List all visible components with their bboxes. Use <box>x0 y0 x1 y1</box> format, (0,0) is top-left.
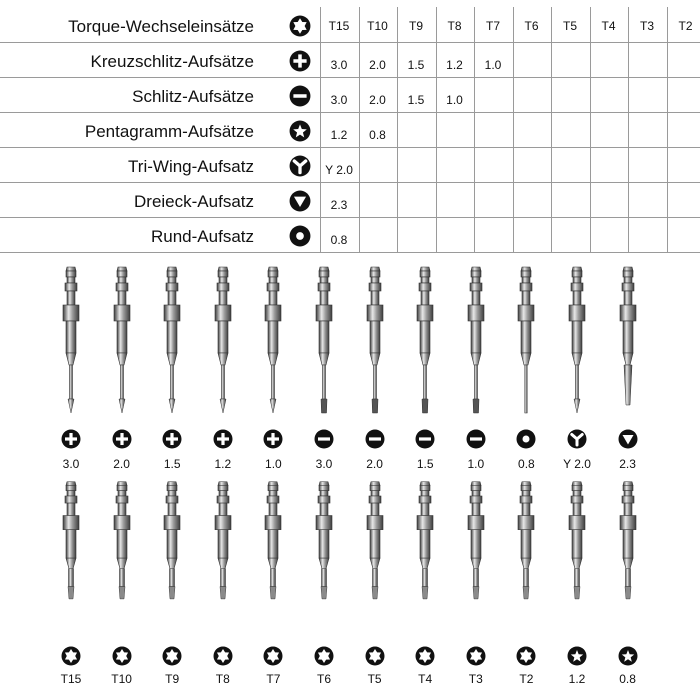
phillips-cross-icon <box>289 50 311 72</box>
table-cell: 2.0 <box>369 58 386 72</box>
bit-size-label: T2 <box>519 672 534 686</box>
table-cell: 1.5 <box>407 58 425 72</box>
column-header: T4 <box>601 19 616 33</box>
row-label: Dreieck-Aufsatz <box>134 192 254 211</box>
screwdriver-bit <box>565 480 589 622</box>
screwdriver-bit <box>211 480 235 622</box>
bit-size-label: T9 <box>165 672 180 686</box>
screwdriver-bit <box>464 265 488 425</box>
torx-star-icon <box>365 646 385 666</box>
table-cell: 1.0 <box>484 58 502 72</box>
column-header: T5 <box>562 19 577 33</box>
slotted-icon <box>466 429 486 449</box>
torx-star-icon <box>61 646 81 666</box>
phillips-cross-icon <box>61 429 81 449</box>
screwdriver-bit <box>565 265 589 425</box>
phillips-cross-icon <box>162 429 182 449</box>
torx-star-icon <box>162 646 182 666</box>
screwdriver-bit <box>312 265 336 425</box>
bit-size-label: 3.0 <box>315 457 333 471</box>
bit-size-label: T4 <box>418 672 433 686</box>
torx-star-icon <box>415 646 435 666</box>
screwdriver-bit <box>160 480 184 622</box>
column-header: T6 <box>524 19 539 33</box>
table-cell: 3.0 <box>330 58 348 72</box>
row-label: Torque-Wechseleinsätze <box>68 17 254 36</box>
screwdriver-bit <box>413 265 437 425</box>
bit-size-label: T10 <box>111 672 132 686</box>
screwdriver-bit <box>514 480 538 622</box>
triangle-icon <box>618 429 638 449</box>
table-cell: 0.8 <box>330 233 348 247</box>
round-icon <box>516 429 536 449</box>
bit-size-label: 0.8 <box>518 457 535 471</box>
screwdriver-bit <box>261 265 285 425</box>
screwdriver-bit <box>616 265 640 425</box>
column-header: T10 <box>367 19 388 33</box>
column-header: T15 <box>328 19 350 33</box>
column-header: T8 <box>447 19 462 33</box>
screwdriver-bit <box>59 480 83 622</box>
screwdriver-bit <box>616 480 640 622</box>
bit-size-label: T15 <box>60 672 82 686</box>
bit-size-label: 1.5 <box>163 457 181 471</box>
screwdriver-bit <box>59 265 83 425</box>
slotted-icon <box>314 429 334 449</box>
torx-star-icon <box>466 646 486 666</box>
torx-star-icon <box>289 15 311 37</box>
triangle-icon <box>289 190 311 212</box>
table-cell: 3.0 <box>330 93 348 107</box>
bit-size-label: T8 <box>215 672 230 686</box>
bit-size-label: T6 <box>316 672 331 686</box>
bit-size-label: 3.0 <box>62 457 80 471</box>
phillips-cross-icon <box>112 429 132 449</box>
screwdriver-bit <box>110 265 134 425</box>
screwdriver-bit <box>110 480 134 622</box>
table-cell: Y 2.0 <box>325 163 353 177</box>
screwdriver-bit <box>514 265 538 425</box>
screwdriver-bit <box>261 480 285 622</box>
spec-table <box>0 7 693 252</box>
row-label: Kreuzschlitz-Aufsätze <box>90 52 254 71</box>
tri-wing-icon <box>289 155 311 177</box>
pentalobe-star-icon <box>618 646 638 666</box>
bit-size-label: 1.2 <box>568 672 586 686</box>
phillips-cross-icon <box>213 429 233 449</box>
row-label: Pentagramm-Aufsätze <box>84 122 254 141</box>
pentalobe-star-icon <box>567 646 587 666</box>
screwdriver-bit <box>464 480 488 622</box>
bit-size-label: 2.0 <box>366 457 383 471</box>
torx-star-icon <box>112 646 132 666</box>
screwdriver-bit <box>413 480 437 622</box>
screwdriver-bit <box>160 265 184 425</box>
row-label: Schlitz-Aufsätze <box>132 87 254 106</box>
bit-size-label: 2.0 <box>113 457 130 471</box>
column-header: T7 <box>485 19 500 33</box>
phillips-cross-icon <box>263 429 283 449</box>
row-label: Rund-Aufsatz <box>151 227 254 246</box>
torx-star-icon <box>314 646 334 666</box>
tri-wing-icon <box>567 429 587 449</box>
bit-size-label: 1.2 <box>214 457 232 471</box>
column-header: T9 <box>408 19 423 33</box>
slotted-icon <box>415 429 435 449</box>
bit-size-label: 0.8 <box>619 672 636 686</box>
table-cell: 1.2 <box>446 58 463 72</box>
slotted-icon <box>289 85 311 107</box>
table-cell: 2.3 <box>330 198 348 212</box>
column-header: T2 <box>678 19 693 33</box>
slotted-icon <box>365 429 385 449</box>
torx-star-icon <box>516 646 536 666</box>
pentalobe-star-icon <box>289 120 311 142</box>
torx-star-icon <box>213 646 233 666</box>
screwdriver-bit <box>363 265 387 425</box>
screwdriver-bit <box>363 480 387 622</box>
table-cell: 1.2 <box>330 128 348 142</box>
bit-size-label: 2.3 <box>619 457 636 471</box>
torx-star-icon <box>263 646 283 666</box>
bit-size-label: 1.0 <box>467 457 485 471</box>
bit-size-label: T3 <box>468 672 483 686</box>
table-cell: 2.0 <box>369 93 386 107</box>
bit-size-label: T5 <box>367 672 382 686</box>
round-icon <box>289 225 311 247</box>
table-cell: 0.8 <box>369 128 386 142</box>
bit-size-label: T7 <box>266 672 281 686</box>
table-cell: 1.0 <box>446 93 463 107</box>
column-header: T3 <box>639 19 654 33</box>
table-cell: 1.5 <box>407 93 425 107</box>
bit-size-label: 1.5 <box>416 457 434 471</box>
screwdriver-bit <box>211 265 235 425</box>
screwdriver-bit <box>312 480 336 622</box>
bit-size-label: Y 2.0 <box>563 457 591 471</box>
bit-size-label: 1.0 <box>265 457 282 471</box>
row-label: Tri-Wing-Aufsatz <box>128 157 254 176</box>
